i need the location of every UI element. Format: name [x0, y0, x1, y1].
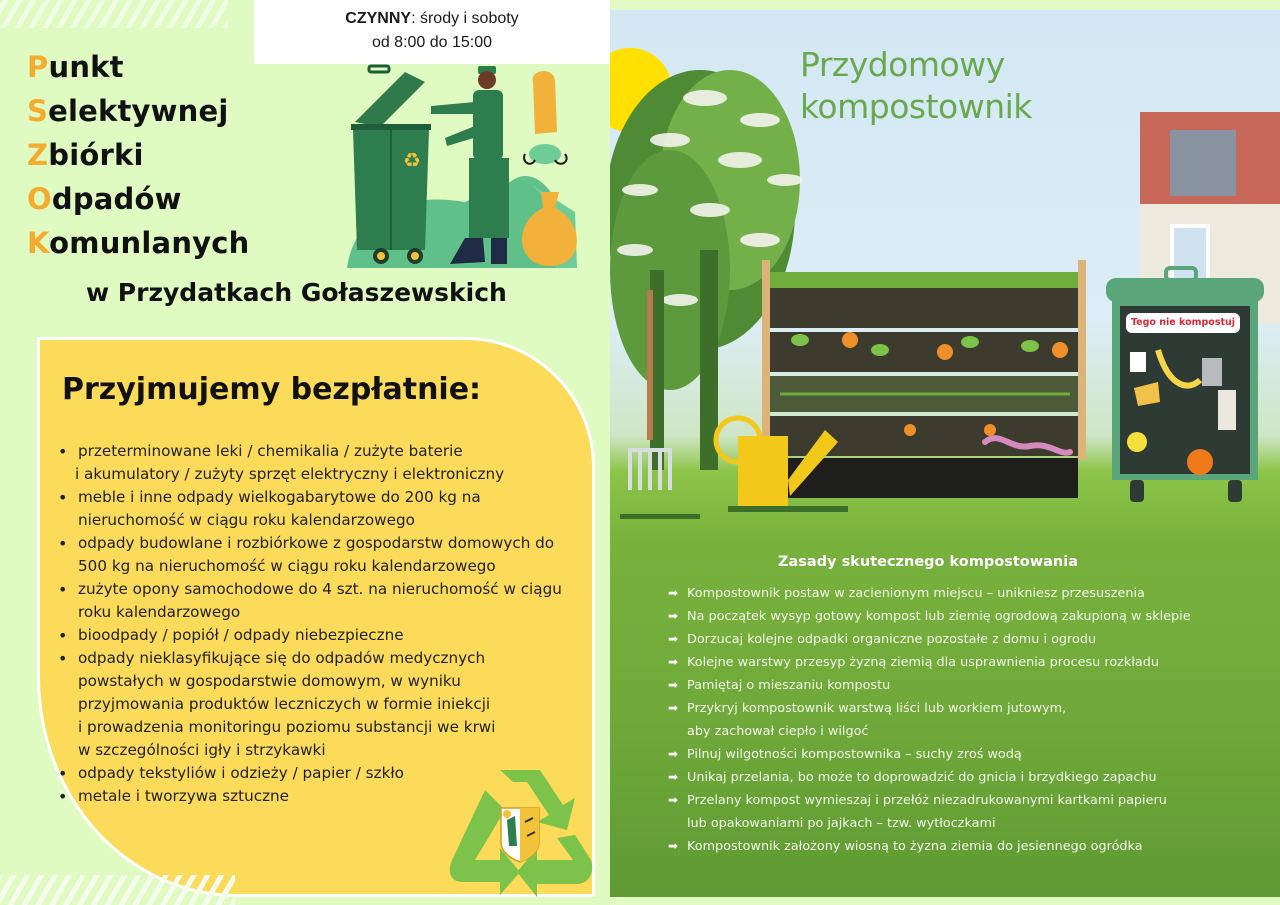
- acronym-row-o: Odpadów: [27, 182, 182, 216]
- list-item: ➡ Na początek wysyp gotowy kompost lub ziemię ogrodową zakupioną w sklepie: [668, 605, 1191, 628]
- list-item: • bioodpady / popiół / odpady niebezpieczne: [56, 624, 596, 647]
- mask-icon: [524, 144, 567, 164]
- hours-time: od 8:00 do 15:00: [371, 34, 493, 51]
- svg-text:♻: ♻: [403, 148, 421, 172]
- opening-hours-box: [254, 0, 610, 64]
- composter-title: Przydomowy kompostownik: [800, 45, 1032, 126]
- acronym-row-z: Zbiórki: [27, 138, 144, 172]
- list-item: ➡ Dorzucaj kolejne odpadki organiczne pozostałe z domu i ogrodu: [668, 628, 1191, 651]
- not-compostable-bin-icon: [1106, 268, 1264, 502]
- accepted-waste-list: [56, 440, 596, 808]
- list-item: ➡ Kompostownik postaw w zacienionym miejscu – unikniesz przesuszenia: [668, 582, 1191, 605]
- accepted-title: Przyjmujemy bezpłatnie:: [62, 372, 482, 407]
- composting-rules-list: [668, 582, 1191, 858]
- glove-icon: [533, 71, 557, 134]
- acronym-row-k: Komunlanych: [27, 226, 250, 260]
- acronym-row-p: Punkt: [27, 50, 124, 84]
- list-item: ➡ Pilnuj wilgotności kompostownika – suchy zroś wodą: [668, 743, 1191, 766]
- list-item: ➡ Unikaj przelania, bo może to doprowadzić do gnicia i brzydkiego zapachu: [668, 766, 1191, 789]
- composting-rules-title: Zasady skutecznego kompostowania: [778, 554, 1078, 570]
- recycle-bin-icon: [351, 66, 431, 264]
- list-item: • odpady nieklasyfikujące się do odpadów medycznych powstałych w gospodarstwie domowym, w wyniku przyjmowania produktów leczniczych w formie iniekcji i prowadzenia monitoringu poziomu substancji we krwi w szczególności igły i strzykawki: [56, 647, 596, 762]
- pszok-acronym-title: [27, 45, 250, 265]
- list-item: ➡ Kolejne warstwy przesyp żyzną ziemią dla usprawnienia procesu rozkładu: [668, 651, 1191, 674]
- hours-days: : środy i soboty: [411, 10, 519, 27]
- acronym-row-s: Selektywnej: [27, 94, 229, 128]
- not-compostable-label: Tego nie kompostuj: [1126, 313, 1240, 333]
- hours-label: CZYNNY: [345, 10, 412, 27]
- list-item: ➡ Pamiętaj o mieszaniu kompostu: [668, 674, 1191, 697]
- list-item: ➡ Kompostownik założony wiosną to żyzna ziemia do jesiennego ogródka: [668, 835, 1191, 858]
- decorative-stripes-bottom: [0, 875, 235, 905]
- list-item: • zużyte opony samochodowe do 4 szt. na nieruchomość w ciągu roku kalendarzowego: [56, 578, 596, 624]
- list-item: • odpady tekstyliów i odzieży / papier / szkło: [56, 762, 596, 785]
- recycle-symbol-icon: [445, 760, 595, 905]
- list-item: • metale i tworzywa sztuczne: [56, 785, 596, 808]
- list-item: ➡ Przelany kompost wymieszaj i przełóż niezadrukowanymi kartkami papieru lub opakowaniami po jajkach – tzw. wytłoczkami: [668, 789, 1191, 835]
- coat-of-arms-icon: [501, 808, 539, 862]
- list-item: • odpady budowlane i rozbiórkowe z gospodarstw domowych do 500 kg na nieruchomość w ciągu roku kalendarzowego: [56, 532, 596, 578]
- list-item: • meble i inne odpady wielkogabarytowe do 200 kg na nieruchomość w ciągu roku kalendarzowego: [56, 486, 596, 532]
- location-subtitle: w Przydatkach Gołaszewskich: [86, 278, 507, 307]
- worker-illustration: [345, 62, 585, 268]
- decorative-stripes-top: [0, 0, 228, 28]
- list-item: ➡ Przykryj kompostownik warstwą liści lub workiem jutowym, aby zachował ciepło i wilgoć: [668, 697, 1191, 743]
- list-item: • przeterminowane leki / chemikalia / zużyte baterie i akumulatory / zużyty sprzęt elektryczny i elektroniczny: [56, 440, 596, 486]
